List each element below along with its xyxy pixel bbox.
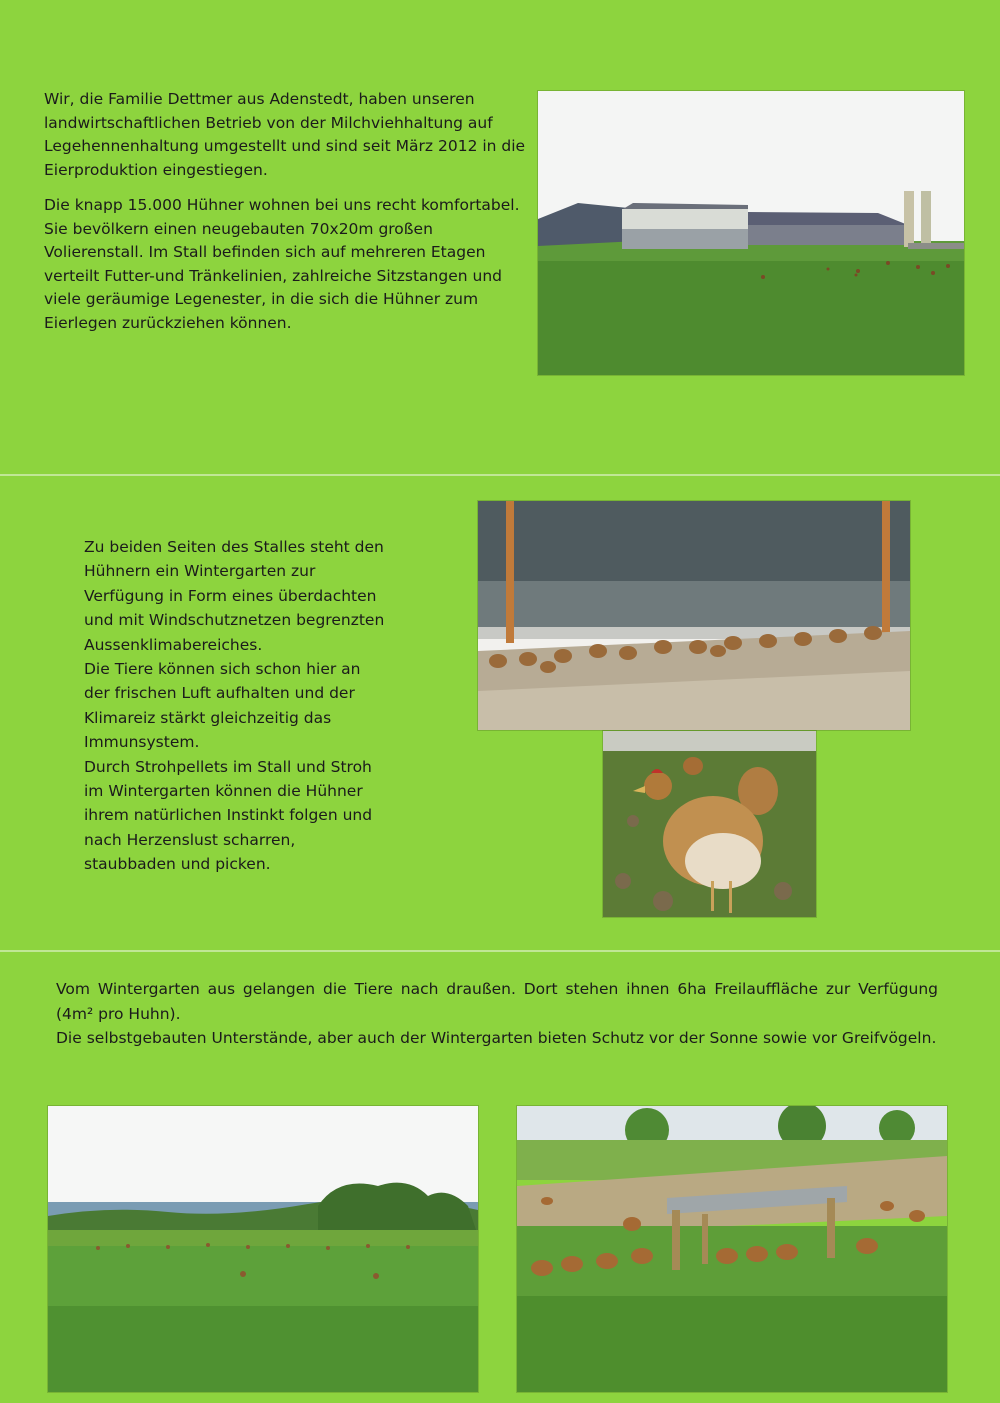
wintergarden-text bbox=[84, 535, 464, 877]
fold-line bbox=[0, 474, 1000, 476]
wintergarden-line: Klimareiz stärkt gleichzeitig das bbox=[84, 708, 332, 727]
wintergarden-line: Aussenklimabereiches. bbox=[84, 635, 263, 654]
wintergarden-line: staubbaden und picken. bbox=[84, 855, 271, 874]
fold-line bbox=[0, 950, 1000, 952]
wintergarden-line: im Wintergarten können die Hühner bbox=[84, 782, 363, 801]
shelter-photo bbox=[516, 1105, 948, 1393]
wintergarden-line: ihrem natürlichen Instinkt folgen und bbox=[84, 806, 373, 825]
hen-photo bbox=[602, 730, 817, 918]
wintergarden-line: der frischen Luft aufhalten und der bbox=[84, 684, 355, 703]
wintergarden-line: und mit Windschutznetzen begrenzten bbox=[84, 611, 385, 630]
wintergarden-line: nach Herzenslust scharren, bbox=[84, 830, 296, 849]
intro-paragraph-1: Wir, die Familie Dettmer aus Adenstedt, haben unseren landwirtschaftlichen Betrieb von der Milchviehhaltung auf Legehennenhaltung umgestellt und sind seit März 2012 in die Eierproduktion eingestiegen. bbox=[44, 90, 526, 179]
wintergarden-line: Verfügung in Form eines überdachten bbox=[84, 586, 377, 605]
outdoor-paragraph-2: Die selbstgebauten Unterstände, aber auch der Wintergarten bieten Schutz vor der Sonne sowie vor Greifvögeln. bbox=[56, 1029, 937, 1047]
wintergarden-line: Durch Strohpellets im Stall und Stroh bbox=[84, 757, 372, 776]
intro-text bbox=[44, 88, 526, 347]
wintergarden-line: Immunsystem. bbox=[84, 733, 200, 752]
intro-paragraph-2: Die knapp 15.000 Hühner wohnen bei uns recht komfortabel. Sie bevölkern einen neugebauten 70x20m großen Volierenstall. Im Stall befinden sich auf mehreren Etagen verteilt Futter-und Tränkelinien, zahlreiche Sitzstangen und viele geräumige Legenester, in die sich die Hühner zum Eierlegen zurückziehen können. bbox=[44, 196, 520, 332]
wintergarden-line: Hühnern ein Wintergarten zur bbox=[84, 562, 316, 581]
pasture-photo bbox=[47, 1105, 479, 1393]
outdoor-paragraph-1: Vom Wintergarten aus gelangen die Tiere nach draußen. Dort stehen ihnen 6ha Freilauffläche zur Verfügung (4m² pro Huhn). bbox=[56, 980, 938, 1023]
wintergarden-line: Zu beiden Seiten des Stalles steht den bbox=[84, 538, 384, 556]
wintergarden-photo bbox=[477, 500, 911, 731]
outdoor-text bbox=[56, 977, 938, 1051]
barn-photo bbox=[537, 90, 965, 376]
wintergarden-line: Die Tiere können sich schon hier an bbox=[84, 660, 361, 679]
